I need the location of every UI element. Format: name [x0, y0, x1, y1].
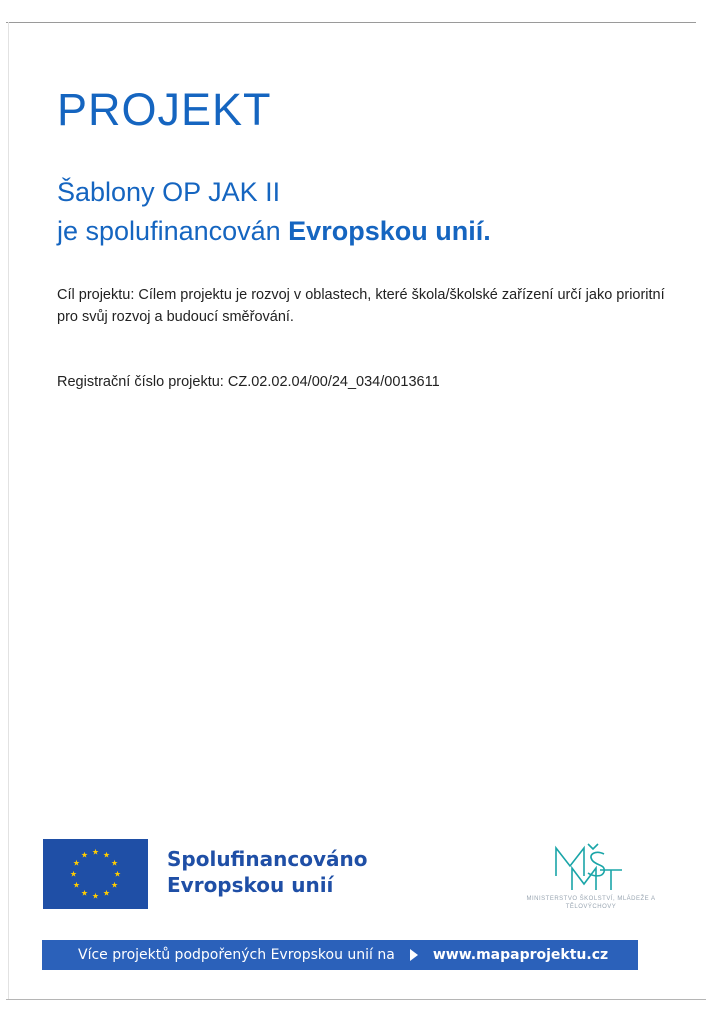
- eu-star: [114, 871, 120, 877]
- play-arrow-icon: [407, 947, 421, 963]
- eu-star: [81, 890, 87, 896]
- banner-text: Více projektů podpořených Evropskou unií na: [78, 947, 395, 963]
- eu-star: [112, 860, 118, 866]
- eu-star: [73, 882, 79, 888]
- eu-star: [92, 849, 98, 855]
- cofinanced-label: [167, 846, 367, 898]
- eu-star: [92, 893, 98, 899]
- cofinanced-line-1: Spolufinancováno: [167, 847, 368, 871]
- eu-star: [81, 852, 87, 858]
- eu-stars-icon: [43, 839, 148, 909]
- cofinanced-line-2: Evropskou unií: [167, 873, 334, 897]
- subtitle-line-2: [57, 212, 491, 251]
- mapa-projektu-banner[interactable]: [42, 940, 638, 970]
- ministry-caption: MINISTERSTVO ŠKOLSTVÍ, MLÁDEŽE A TĚLOVÝCHOVY: [526, 896, 656, 910]
- project-goal: [57, 284, 677, 328]
- subtitle-line-1: Šablony OP JAK II: [57, 177, 281, 207]
- scan-border-bottom: [6, 999, 706, 1000]
- goal-text: Cílem projektu je rozvoj v oblastech, které škola/školské zařízení určí jako prioritní pro svůj rozvoj a budoucí směřování.: [57, 287, 665, 325]
- registration-label: Registrační číslo projektu:: [57, 374, 228, 390]
- eu-star: [112, 882, 118, 888]
- scan-border-top: [6, 22, 696, 23]
- eu-star: [73, 860, 79, 866]
- eu-star: [70, 871, 76, 877]
- banner-url-link[interactable]: www.mapaprojektu.cz: [432, 947, 609, 963]
- eu-flag-logo: [43, 839, 148, 909]
- project-subtitle: [57, 173, 491, 251]
- page-title: PROJEKT: [57, 84, 272, 135]
- subtitle-line-2-bold: Evropskou unií.: [288, 216, 491, 246]
- registration-value: CZ.02.02.04/00/24_034/0013611: [227, 374, 440, 390]
- scan-border-left: [8, 22, 9, 1000]
- goal-label: Cíl projektu:: [57, 287, 135, 303]
- registration-number: [57, 374, 440, 390]
- eu-star: [103, 852, 109, 858]
- eu-star: [103, 890, 109, 896]
- subtitle-line-2-prefix: je spolufinancován: [57, 216, 289, 246]
